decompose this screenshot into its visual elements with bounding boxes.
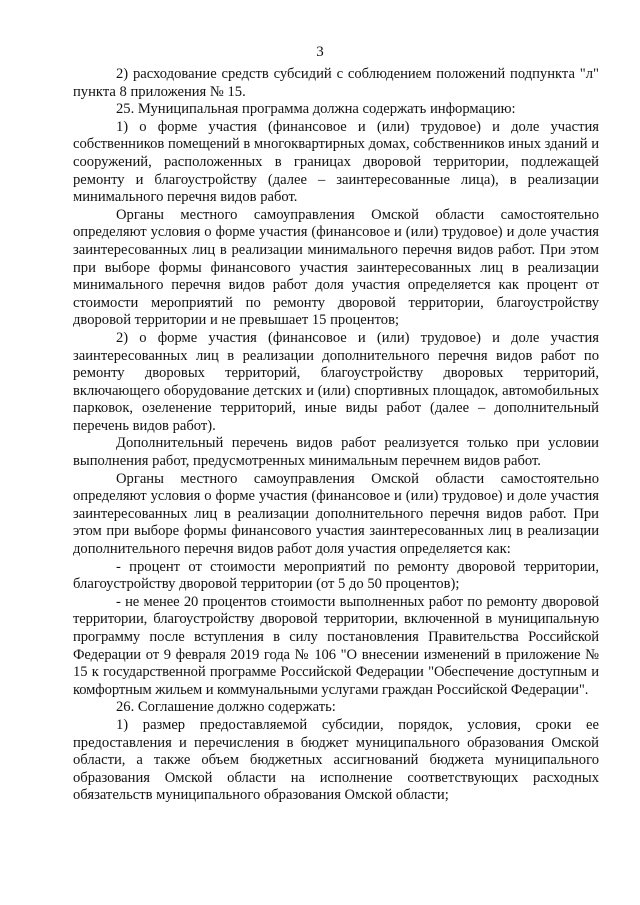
paragraph-participation-form-1: 1) о форме участия (финансовое и (или) трудовое) и доле участия собственников помещений в многоквартирных домах, собственников иных зданий и сооружений, расположенных в границах дворовой территории, подлежащей ремонту и благоустройству (далее – заинтересованные лица), в реализации минимального перечня видов работ.: [73, 118, 599, 206]
page-number: 3: [316, 44, 324, 60]
document-body: [73, 66, 599, 805]
paragraph-agreement-item-1: 1) размер предоставляемой субсидии, порядок, условия, сроки ее предоставления и перечисления в бюджет муниципального образования Омской области, а также объем бюджетных ассигнований бюджета муниципального образования Омской области на исполнение соответствующих расходных обязательств муниципального образования Омской области;: [73, 716, 599, 804]
list-item-percent-range: - процент от стоимости мероприятий по ремонту дворовой территории, благоустройству дворовой территории (от 5 до 50 процентов);: [73, 558, 599, 593]
paragraph-additional-list-note: Дополнительный перечень видов работ реализуется только при условии выполнения работ, предусмотренных минимальным перечнем видов работ.: [73, 435, 599, 470]
paragraph-section-26: 26. Соглашение должно содержать:: [116, 699, 336, 716]
paragraph-section-25: 25. Муниципальная программа должна содержать информацию:: [116, 101, 516, 118]
paragraph-subsidy-spending: 2) расходование средств субсидий с соблюдением положений подпункта "л" пункта 8 приложения № 15.: [73, 66, 599, 100]
paragraph-additional-list-conditions: Органы местного самоуправления Омской области самостоятельно определяют условия о форме участия (финансовое и (или) трудовое) и доле участия заинтересованных лиц в реализации дополнительного перечня видов работ. При этом при выборе формы финансового участия заинтересованных лиц в реализации дополнительного перечня видов работ доля участия определяется как:: [73, 470, 599, 558]
paragraph-minimal-list-conditions: Органы местного самоуправления Омской области самостоятельно определяют условия о форме участия (финансовое и (или) трудовое) и доле участия заинтересованных лиц в реализации минимального перечня видов работ. При этом при выборе формы финансового участия заинтересованных лиц в реализации минимального перечня видов работ доля участия определяется как процент от стоимости мероприятий по ремонту дворовой территории, благоустройству дворовой территории и не превышает 15 процентов;: [73, 206, 599, 329]
paragraph-participation-form-2: 2) о форме участия (финансовое и (или) трудовое) и доле участия заинтересованных лиц в реализации дополнительного перечня видов работ по ремонту дворовых территорий, благоустройству дворовых территорий, включающего оборудование детских и (или) спортивных площадок, автомобильных парковок, озеленение территорий, иные виды работ (далее – дополнительный перечень видов работ).: [73, 329, 599, 434]
list-item-min-20-percent: - не менее 20 процентов стоимости выполненных работ по ремонту дворовой территории, благоустройству дворовой территории, включенной в муниципальную программу после вступления в силу постановления Правительства Российской Федерации от 9 февраля 2019 года № 106 "О внесении изменений в приложение № 15 к государственной программе Российской Федерации "Обеспечение доступным и комфортным жильем и коммунальными услугами граждан Российской Федерации".: [73, 593, 599, 698]
